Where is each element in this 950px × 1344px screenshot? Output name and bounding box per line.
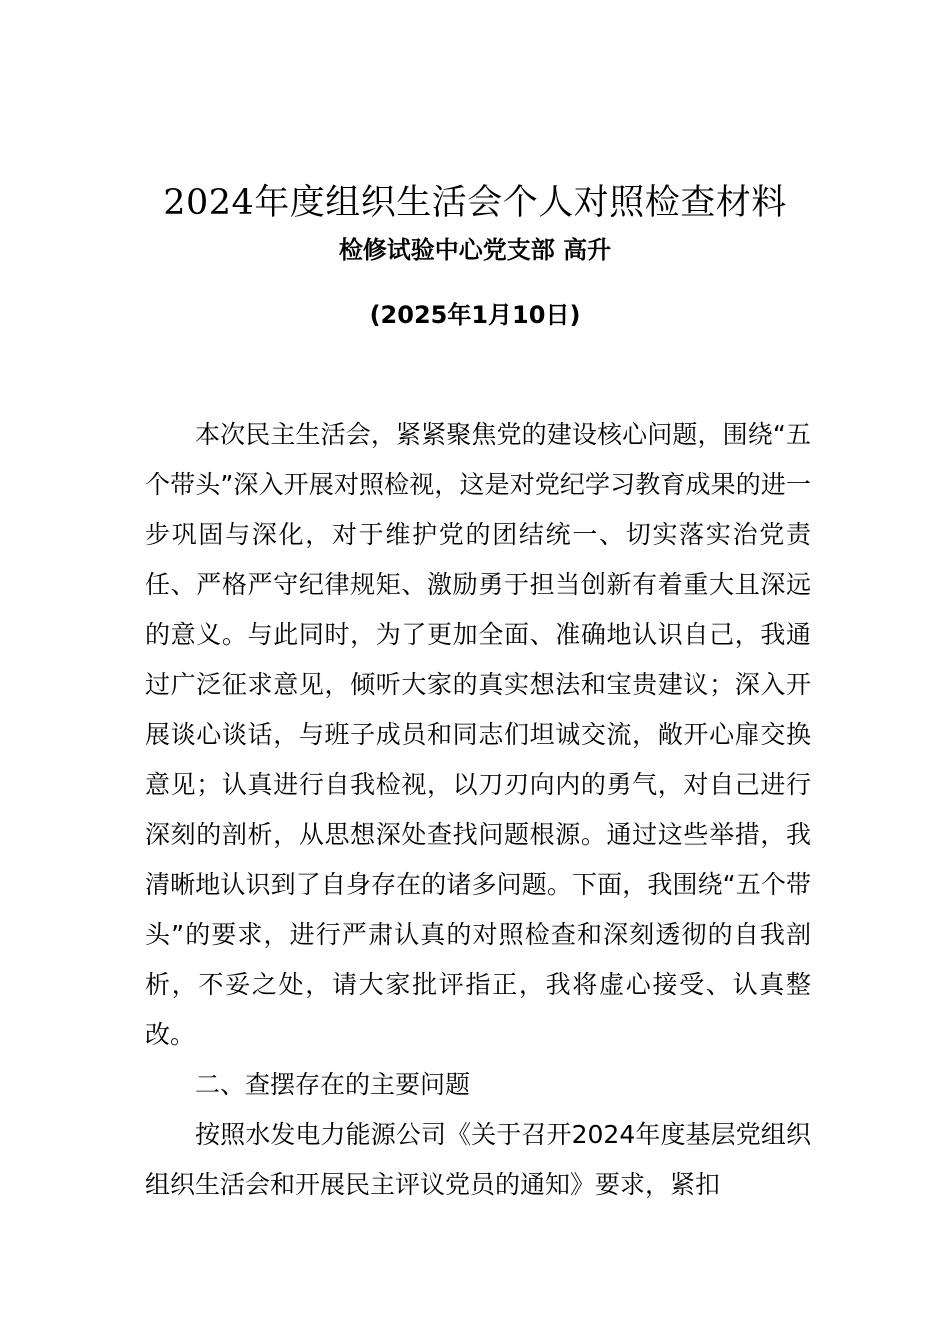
section-heading-problems: 二、查摆存在的主要问题 <box>195 1070 471 1099</box>
document-date: (2025年1月10日) <box>369 301 581 329</box>
body-paragraph-notice: 按照水发电力能源公司《关于召开2024年度基层党组织组织生活会和开展民主评议党员的通知》要求，紧扣 <box>145 1120 811 1199</box>
document-title: 2024年度组织生活会个人对照检查材料 <box>163 183 787 223</box>
body-paragraph-intro: 本次民主生活会，紧紧聚焦党的建设核心问题，围绕“五个带头”深入开展对照检视，这是对党纪学习教育成果的进一步巩固与深化，对于维护党的团结统一、切实落实治党责任、严格严守纪律规矩、激励勇于担当创新有着重大且深远的意义。与此同时，为了更加全面、准确地认识自己，我通过广泛征求意见，倾听大家的真实想法和宝贵建议；深入开展谈心谈话，与班子成员和同志们坦诚交流，敞开心扉交换意见；认真进行自我检视，以刀刃向内的勇气，对自己进行深刻的剖析，从思想深处查找问题根源。通过这些举措，我清晰地认识到了自身存在的诸多问题。下面，我围绕“五个带头”的要求，进行严肃认真的对照检查和深刻透彻的自我剖析，不妥之处，请大家批评指正，我将虚心接受、认真整改。 <box>145 420 811 1049</box>
document-author-line: 检修试验中心党支部 高升 <box>338 236 612 264</box>
document-body <box>145 410 811 1210</box>
